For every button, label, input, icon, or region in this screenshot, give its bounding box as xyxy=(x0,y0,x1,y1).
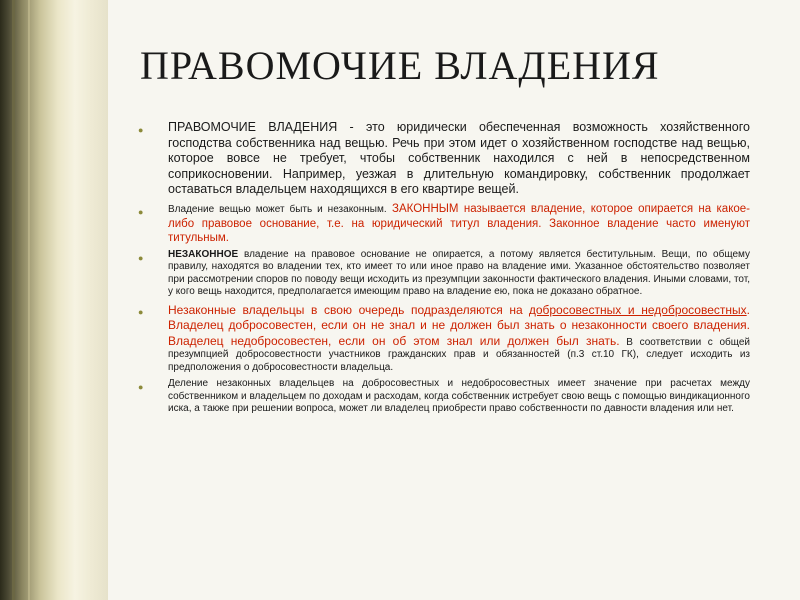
bullet-list xyxy=(130,120,750,420)
item-text-highlight: ЗАКОННЫМ называется владение, которое опирается на какое-либо правовое основание, т.е. на юридический титул владения. Законное владение часто именуют титульным. xyxy=(168,202,750,244)
side-stripe xyxy=(28,0,30,600)
list-item xyxy=(130,303,750,375)
item-text: владение на правовое основание не опирается, а потому является беститульным. Вещи, по общему правилу, находятся во владении тех, кто имеет то или иное право на владение ими. Указанное обстоятельство позволяет при рассмотрении споров по поводу вещи исходить из презумпции законности фактического владения. Иными словами, тот, у кого вещь находится, предполагается имеющим право на владение ею, пока не доказано обратное. xyxy=(168,248,750,297)
item-text: ПРАВОМОЧИЕ ВЛАДЕНИЯ - это юридически обеспеченная возможность хозяйственного господства собственника над вещью. Речь при этом идет о хозяйственном господстве над вещью, которое вовсе не требует, чтобы собственник находился с ней в непосредственном соприкосновении. Например, уезжая в длительную командировку, собственник продолжает оставаться владельцем находящихся в его квартире вещей. xyxy=(168,120,750,196)
item-text: Владение вещью может быть и незаконным. xyxy=(168,203,387,215)
item-text-highlight: . Владелец добросовестен, если он не знал и не должен был знать о незаконности своего владения. Владелец недобросовестен, если он об этом знал или должен был знать. xyxy=(168,302,750,348)
bullet-icon: ● xyxy=(138,306,144,317)
bullet-icon: ● xyxy=(138,382,144,392)
bullet-icon: ● xyxy=(138,125,144,135)
list-item xyxy=(130,202,750,245)
list-item xyxy=(130,120,750,198)
side-stripe xyxy=(12,0,15,600)
slide-title: ПРАВОМОЧИЕ ВЛАДЕНИЯ xyxy=(140,43,660,88)
item-text: В соответствии с общей презумпцией добросовестности участников гражданских прав и обязанностей (п.3 ст.10 ГК), следует исходить из предположения о добросовестности владельца. xyxy=(168,336,750,373)
bullet-icon: ● xyxy=(138,206,144,217)
item-text: Деление незаконных владельцев на добросовестных и недобросовестных имеет значение при расчетах между собственником и владельцем по доходам и расходам, когда собственник истребует свою вещь с помощью виндикационного иска, а также при решении вопроса, может ли владелец приобрести право собственности по давности владения или нет. xyxy=(168,378,750,414)
bullet-icon: ● xyxy=(138,252,144,263)
decorative-side-band xyxy=(0,0,108,600)
item-text-highlight: Незаконные владельцы в свою очередь подразделяются на xyxy=(168,302,523,317)
list-item xyxy=(130,378,750,416)
item-term: НЕЗАКОННОЕ xyxy=(168,248,239,260)
item-text-underlined: добросовестных и недобросовестных xyxy=(528,302,747,317)
list-item xyxy=(130,249,750,299)
